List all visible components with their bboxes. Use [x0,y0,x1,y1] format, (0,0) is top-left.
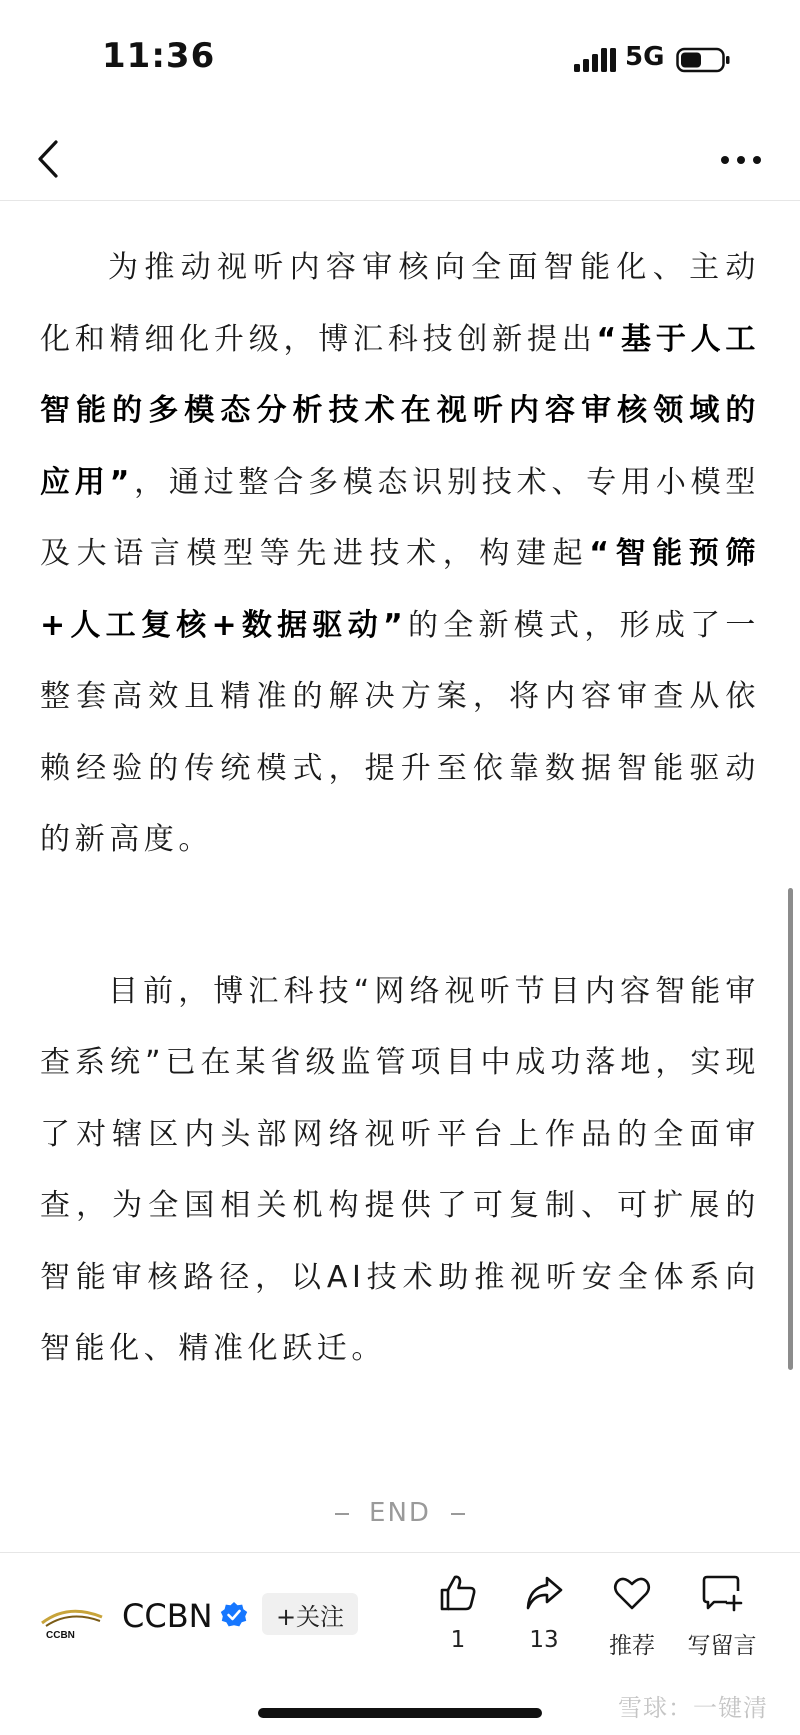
paragraph-text: 的全新模式，形成了一整套高效且精准的解决方案，将内容审查从依赖经验的传统模式，提升至依靠数据智能驱动的新高度。 [40,607,760,857]
watermark: 雪球：一键清 [618,1694,768,1722]
more-icon [720,155,762,165]
end-marker [0,1498,800,1528]
back-icon [36,139,60,179]
recommend-label: 推荐 [609,1633,655,1659]
home-indicator[interactable] [258,1708,542,1718]
comment-add-icon [701,1573,743,1613]
status-bar [0,0,800,120]
follow-button[interactable]: +关注 [262,1593,358,1635]
account-name[interactable]: CCBN [122,1597,213,1635]
scrollbar[interactable] [788,888,793,1370]
svg-text:CCBN: CCBN [46,1630,75,1641]
back-button[interactable] [28,134,68,184]
paragraph-text: ，通过整合多模态识别技术、专用小模型及大语言模型等先进技术，构建起 [40,464,760,571]
paragraph-bold-text: “智能预筛+人工复核+数据驱动” [40,536,761,643]
write-comment-label: 写留言 [687,1633,757,1659]
more-button[interactable] [716,140,766,180]
status-time: 11:36 [102,36,216,76]
thumbs-up-icon [438,1573,478,1613]
share-arrow-icon [524,1573,564,1613]
share-count: 13 [529,1627,559,1653]
write-comment-button[interactable] [677,1573,767,1660]
article-body [40,232,760,1385]
share-button[interactable] [499,1573,589,1653]
article-paragraph-1 [40,232,760,876]
recommend-button[interactable] [587,1573,677,1660]
network-type: 5G [625,42,665,72]
battery-icon [676,46,732,74]
signal-icon [574,46,616,74]
like-button[interactable] [413,1573,503,1653]
paragraph-text: 为推动视听内容审核向全面智能化、主动化和精细化升级，博汇科技创新提出 [40,250,760,357]
verified-badge-icon [220,1601,248,1629]
ccbn-logo[interactable] [38,1601,106,1645]
like-count: 1 [450,1627,466,1653]
paragraph-bold-text: “基于人工智能的多模态分析技术在视听内容审核领域的应用” [40,321,760,500]
article-paragraph-2: 目前，博汇科技“网络视听节目内容智能审查系统”已在某省级监管项目中成功落地，实现了对辖区内头部网络视听平台上作品的全面审查，为全国相关机构提供了可复制、可扩展的智能审核路径，以AI技术助推视听安全体系向智能化、精准化跃迁。 [40,973,760,1366]
end-label: END [369,1498,431,1528]
nav-bar [0,120,800,201]
heart-icon [612,1573,652,1613]
